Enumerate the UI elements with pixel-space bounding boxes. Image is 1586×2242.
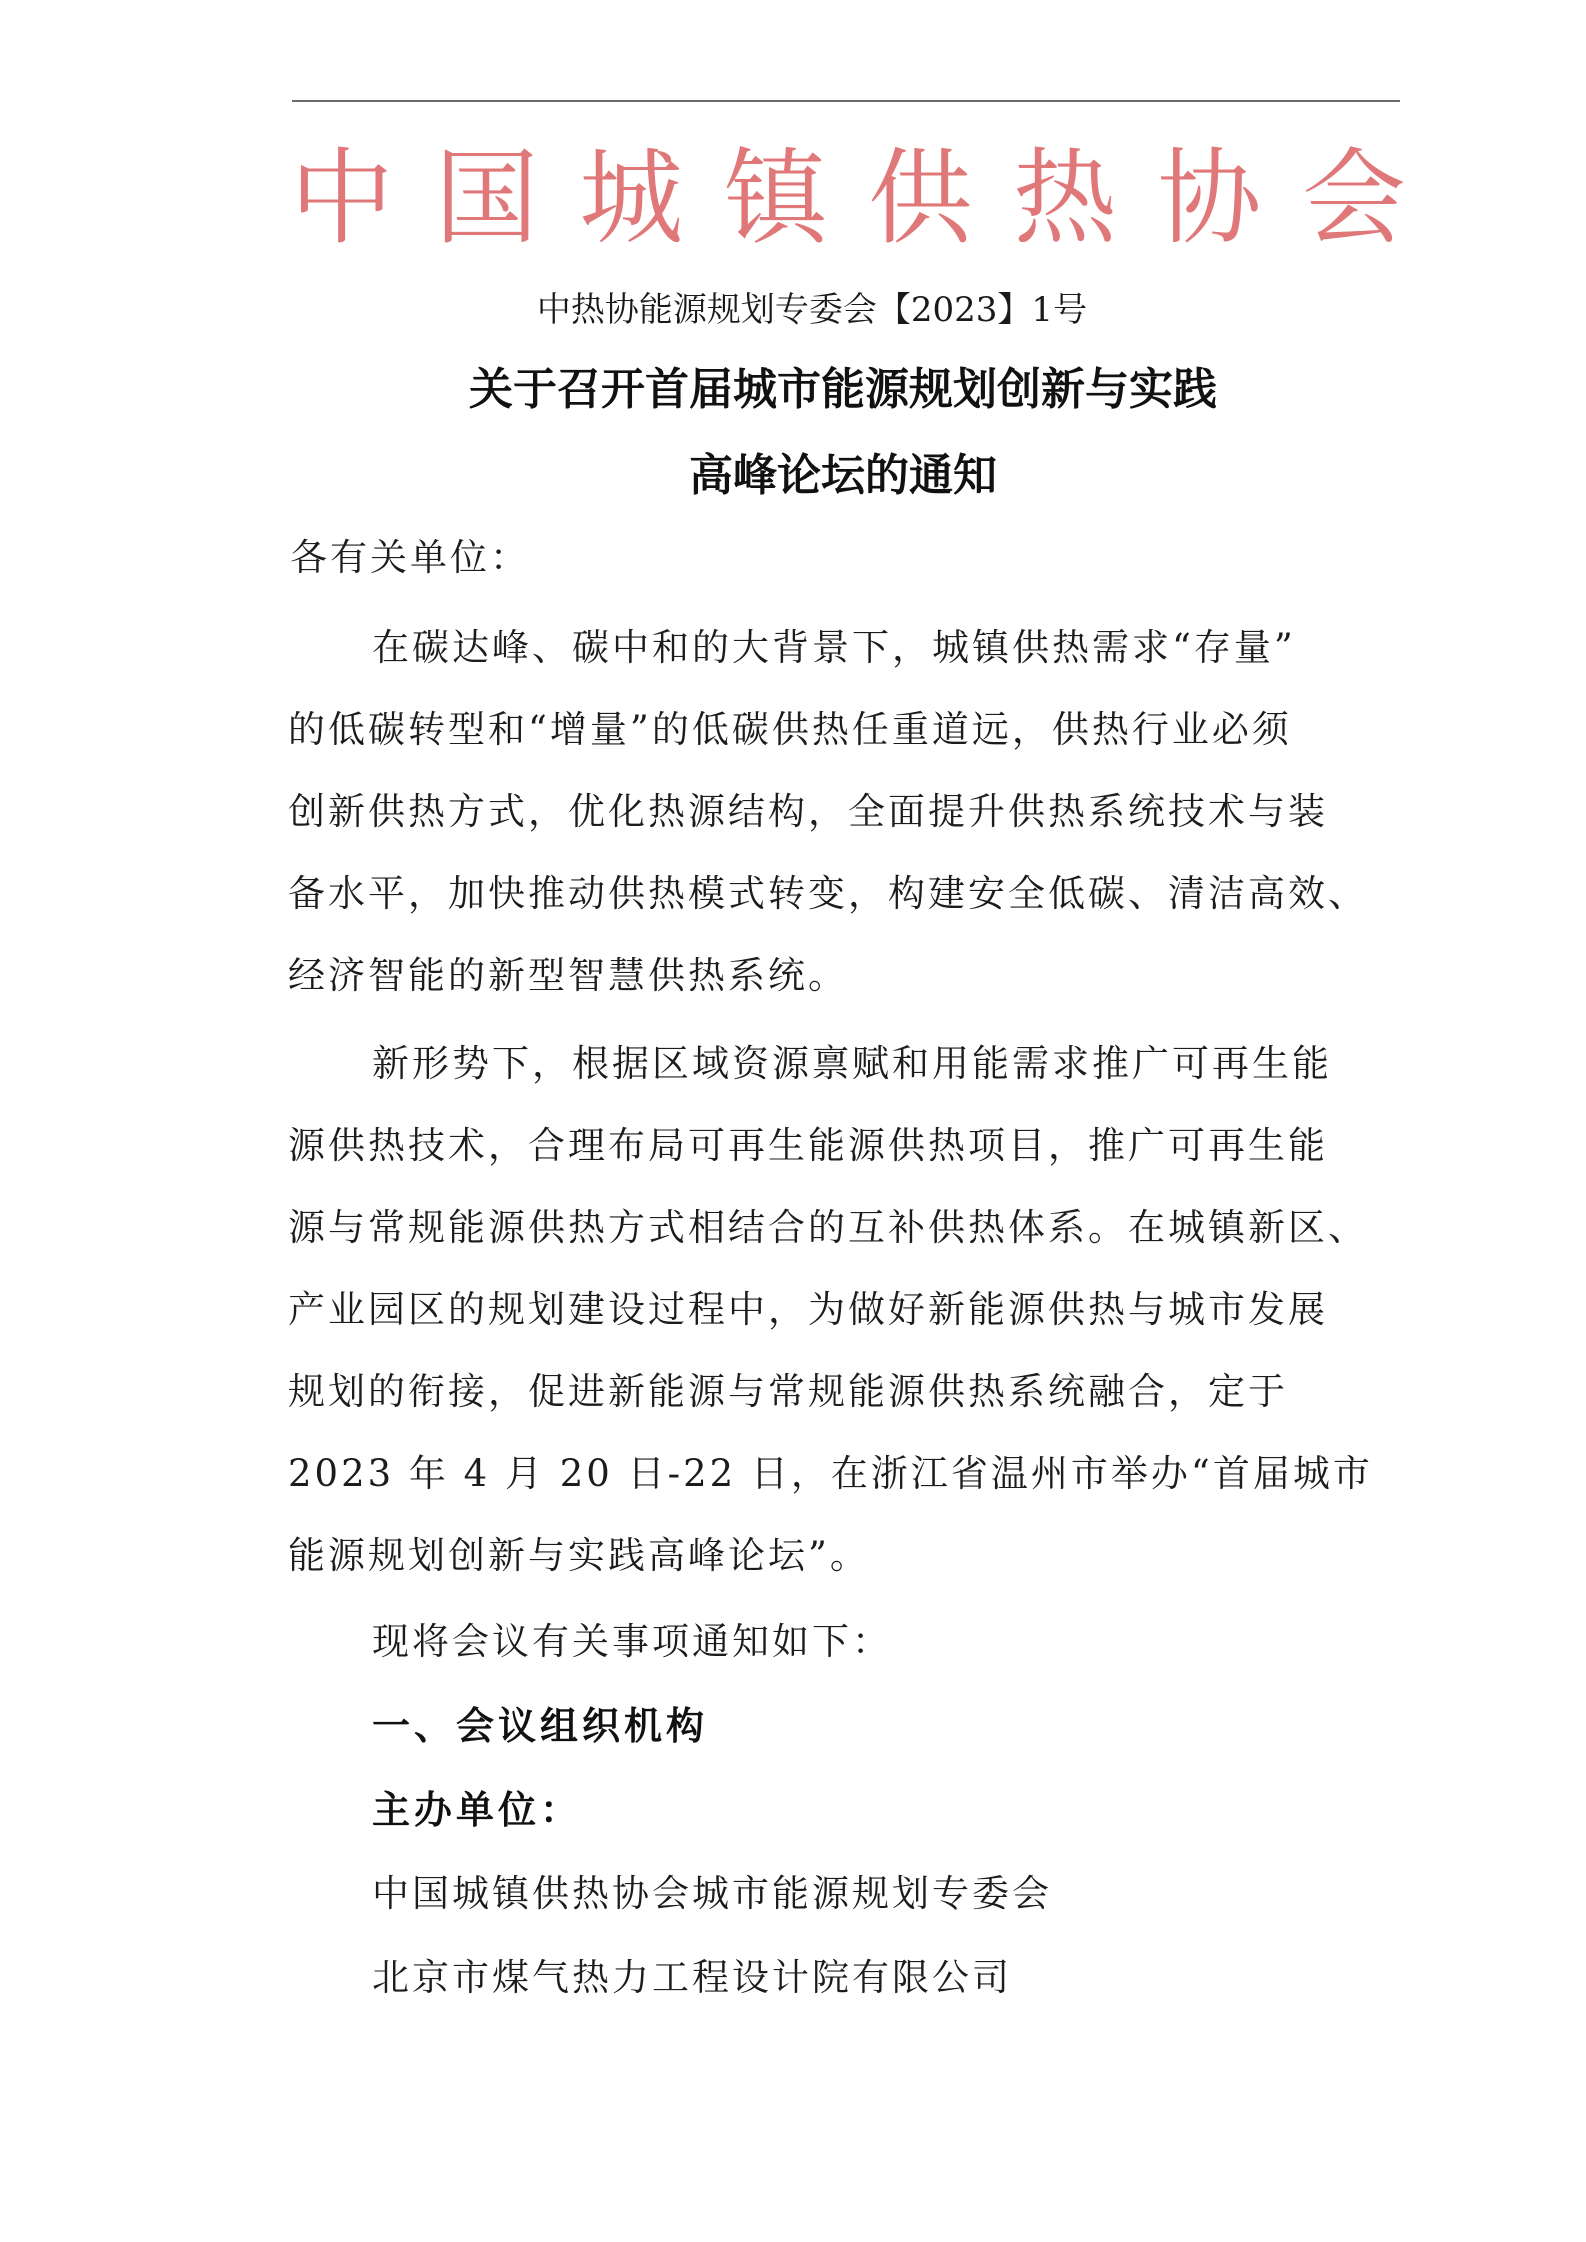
header-rule [292,100,1400,102]
para2-line: 2023 年 4 月 20 日-22 日，在浙江省温州市举办“首届城市 [288,1452,1373,1495]
para2-line: 产业园区的规划建设过程中，为做好新能源供热与城市发展 [288,1288,1328,1331]
para2-line: 新形势下，根据区域资源禀赋和用能需求推广可再生能 [372,1042,1332,1085]
document-number: 中热协能源规划专委会【2023】1号 [536,290,1088,330]
letterhead-char: 供 [868,137,973,259]
salutation: 各有关单位： [290,536,530,579]
section-heading: 一、会议组织机构 [372,1704,709,1748]
host-organization: 北京市煤气热力工程设计院有限公司 [372,1956,1012,1999]
letterhead-char: 城 [579,137,684,259]
letterhead-char: 会 [1301,137,1406,259]
title-line-1: 关于召开首届城市能源规划创新与实践 [469,364,1217,415]
host-organization: 中国城镇供热协会城市能源规划专委会 [372,1872,1052,1915]
para1-line: 经济智能的新型智慧供热系统。 [288,954,848,997]
para1-line: 在碳达峰、碳中和的大背景下，城镇供热需求“存量” [372,626,1296,669]
para1-line: 的低碳转型和“增量”的低碳供热任重道远，供热行业必须 [288,708,1292,751]
organization-letterhead [290,138,1406,258]
intro-items: 现将会议有关事项通知如下： [372,1620,892,1663]
para2-line: 源与常规能源供热方式相结合的互补供热体系。在城镇新区、 [288,1206,1368,1249]
para2-line: 能源规划创新与实践高峰论坛”。 [288,1534,870,1577]
letterhead-char: 协 [1157,137,1262,259]
letterhead-char: 镇 [723,137,828,259]
para2-line: 源供热技术，合理布局可再生能源供热项目，推广可再生能 [288,1124,1328,1167]
title-line-2: 高峰论坛的通知 [689,450,997,501]
letterhead-char: 热 [1012,137,1117,259]
letterhead-char: 国 [434,137,539,259]
para2-line: 规划的衔接，促进新能源与常规能源供热系统融合，定于 [288,1370,1288,1413]
para1-line: 创新供热方式，优化热源结构，全面提升供热系统技术与装 [288,790,1328,833]
letterhead-char: 中 [290,137,395,259]
host-label: 主办单位： [372,1788,583,1832]
para1-line: 备水平，加快推动供热模式转变，构建安全低碳、清洁高效、 [288,872,1368,915]
